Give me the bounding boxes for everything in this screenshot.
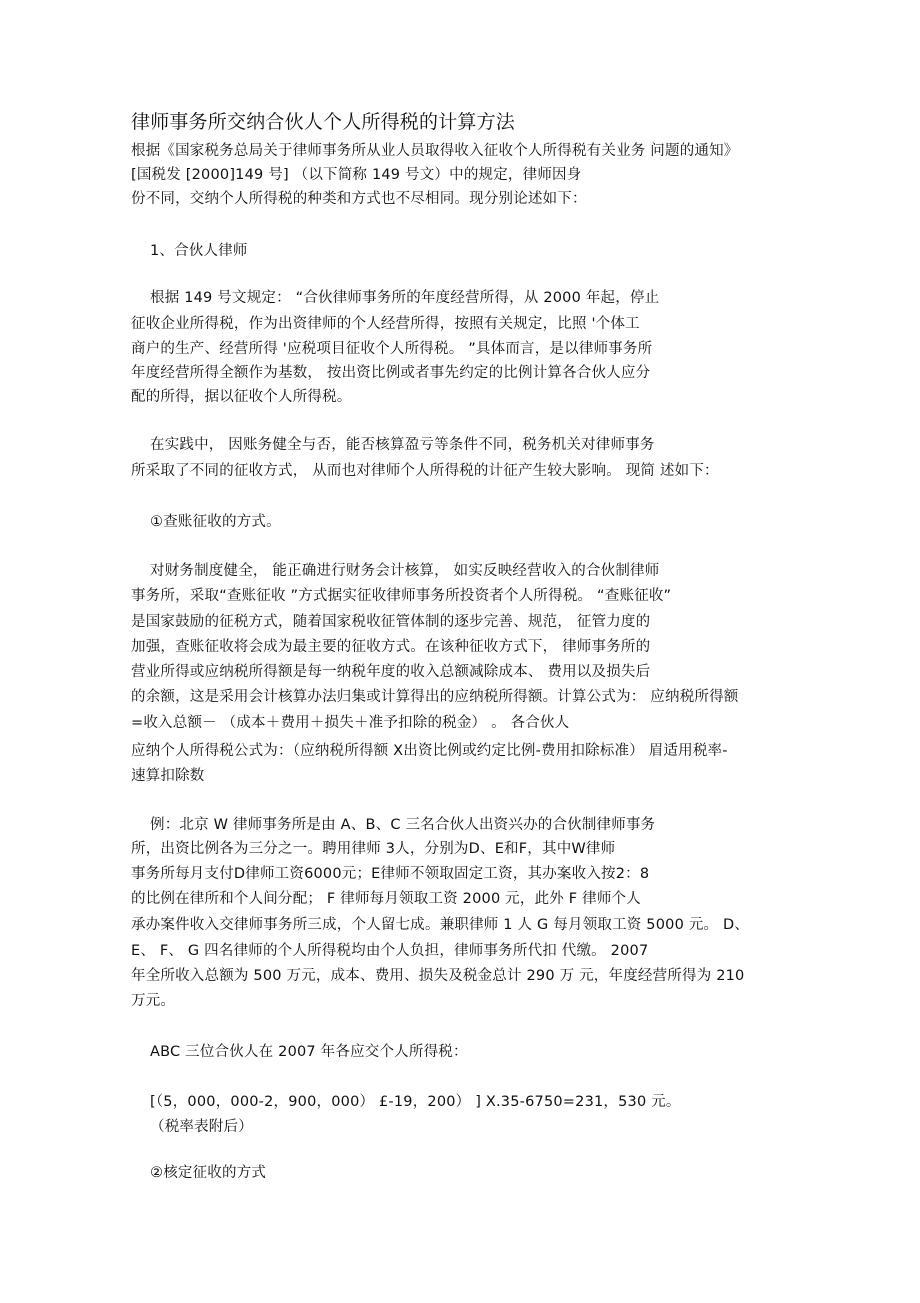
paragraph-line: 的比例在律所和个人间分配； F 律师每月领取工资 2000 元，此外 F 律师个人 xyxy=(131,891,641,907)
intro-line: 份不同，交纳个人所得税的种类和方式也不尽相同。现分别论述如下： xyxy=(131,191,587,207)
paragraph-line: 速算扣除数 xyxy=(131,768,205,784)
paragraph-line: 年全所收入总额为 500 万元，成本、费用、损失及税金总计 290 万 元，年度经营所得为 210 xyxy=(131,968,745,984)
paragraph-line: 年度经营所得全额作为基数， 按出资比例或者事先约定的比例计算各合伙人应分 xyxy=(131,365,651,381)
paragraph-line: 商户的生产、经营所得 '应税项目征收个人所得税。 ”具体而言，是以律师事务所 xyxy=(131,341,653,357)
paragraph-line: 对财务制度健全， 能正确进行财务会计核算， 如实反映经营收入的合伙制律师 xyxy=(150,563,660,579)
paragraph-line: 在实践中， 因账务健全与否，能否核算盈亏等条件不同，税务机关对律师事务 xyxy=(150,437,655,453)
intro-line: [国税发 [2000]149 号] （以下简称 149 号文）中的规定，律师因身 xyxy=(131,167,582,183)
paragraph-line: 事务所每月支付D律师工资6000元；E律师不领取固定工资，其办案收入按2：8 xyxy=(131,866,650,882)
paragraph-line: 所采取了不同的征收方式， 从而也对律师个人所得税的计征产生较大影响。 现简 述如下： xyxy=(131,463,719,479)
paragraph-line: 配的所得，据以征收个人所得税。 xyxy=(131,389,352,405)
paragraph-line: 营业所得或应纳税所得额是每一纳税年度的收入总额减除成本、 费用以及损失后 xyxy=(131,664,651,680)
paragraph-line: 是国家鼓励的征税方式，随着国家税收征管体制的逐步完善、规范， 征管力度的 xyxy=(131,614,651,630)
paragraph-line: 所，出资比例各为三分之一。聘用律师 3人，分别为D、E和F，其中W律师 xyxy=(131,841,616,857)
paragraph-line: 征收企业所得税，作为出资律师的个人经营所得，按照有关规定，比照 '个体工 xyxy=(131,316,640,332)
paragraph-line: ABC 三位合伙人在 2007 年各应交个人所得税： xyxy=(150,1044,468,1060)
subheading: ②核定征收的方式 xyxy=(150,1165,267,1181)
section-heading: 1、合伙人律师 xyxy=(150,243,248,259)
paragraph-line: =收入总额－ （成本＋费用＋损失＋准予扣除的税金） 。 各合伙人 xyxy=(131,715,570,731)
paragraph-line: 根据 149 号文规定： “合伙律师事务所的年度经营所得，从 2000 年起，停止 xyxy=(150,290,660,306)
paragraph-line: 承办案件收入交律师事务所三成，个人留七成。兼职律师 1 人 G 每月领取工资 5000 元。 D、 xyxy=(131,917,750,933)
formula-note: （税率表附后） xyxy=(150,1119,253,1135)
paragraph-line: E、 F、 G 四名律师的个人所得税均由个人负担，律师事务所代扣 代缴。 2007 xyxy=(131,943,649,959)
paragraph-line: 万元。 xyxy=(131,993,176,1009)
subheading: ①查账征收的方式。 xyxy=(150,514,281,530)
paragraph-line: 例：北京 W 律师事务所是由 A、B、C 三名合伙人出资兴办的合伙制律师事务 xyxy=(150,817,656,833)
document-title: 律师事务所交纳合伙人个人所得税的计算方法 xyxy=(131,111,516,133)
paragraph-line: 加强，查账征收将会成为最主要的征收方式。在该种征收方式下， 律师事务所的 xyxy=(131,639,651,655)
paragraph-line: 应纳个人所得税公式为：（应纳税所得额 X出资比例或约定比例-费用扣除标准） 眉适用税率- xyxy=(131,743,728,759)
formula-line: [（5，000，000-2，900，000） £-19，200） ] X.35-6750=231，530 元。 xyxy=(150,1094,681,1110)
paragraph-line: 事务所，采取“查账征收 ”方式据实征收律师事务所投资者个人所得税。 “查账征收” xyxy=(131,588,672,604)
paragraph-line: 的余额，这是采用会计核算办法归集或计算得出的应纳税所得额。计算公式为： 应纳税所得额 xyxy=(131,689,739,705)
intro-line: 根据《国家税务总局关于律师事务所从业人员取得收入征收个人所得税有关业务 问题的通知》 xyxy=(131,143,739,159)
